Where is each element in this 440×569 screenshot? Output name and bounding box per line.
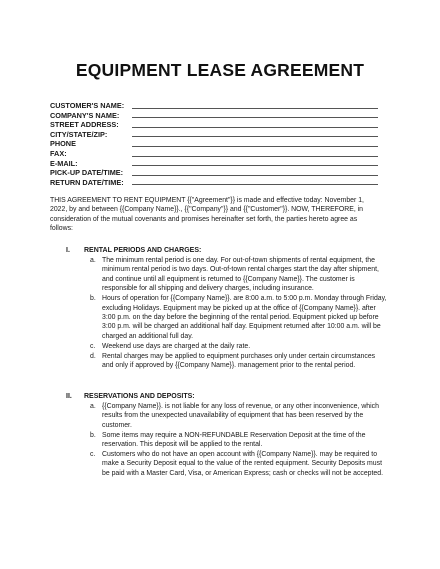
fill-in-line[interactable]: [132, 136, 378, 137]
field-email[interactable]: [50, 159, 390, 169]
list-item: [90, 431, 388, 450]
item-marker: a.: [90, 403, 96, 410]
item-marker: c.: [90, 342, 96, 350]
item-marker: b.: [90, 431, 96, 439]
section-heading-reservations: [66, 392, 195, 401]
field-label: E-MAIL:: [50, 158, 78, 168]
section-title: RENTAL PERIODS AND CHARGES:: [84, 247, 202, 254]
item-text: {{Company Name}}. is not liable for any loss of revenue, or any other inconvenience, which results from the unexpected unavailability of equipment that has been reserved by the customer.: [102, 403, 379, 429]
item-marker: a.: [90, 257, 96, 264]
fill-in-line[interactable]: [132, 127, 378, 128]
list-item: [90, 402, 388, 430]
item-text: Hours of operation for {{Company Name}}. are 8:00 a.m. to 5:00 p.m. Monday through Friday, excluding Holidays. Equipment may be picked up at the office of {{Company Name}}. after 3:00 p.m. on the day before the beginning of the rental period. Equipment picked up before 3:00 p.m. will be charged an additional half day. Equipment returned after 10:00 a.m. will be charged an additional full day.: [102, 295, 387, 340]
fill-in-line[interactable]: [132, 175, 378, 176]
field-city-state-zip[interactable]: [50, 130, 390, 140]
field-label: CITY/STATE/ZIP:: [50, 129, 108, 139]
field-pickup-datetime[interactable]: [50, 168, 390, 178]
section-number: II.: [66, 393, 72, 400]
fill-in-line[interactable]: [132, 108, 378, 109]
list-item: [90, 342, 388, 351]
list-item: [90, 352, 388, 371]
item-marker: d.: [90, 352, 96, 360]
customer-info-fields: [50, 101, 390, 187]
fill-in-line[interactable]: [132, 146, 378, 147]
section-items-reservations: [90, 402, 388, 479]
field-return-datetime[interactable]: [50, 178, 390, 188]
list-item: [90, 450, 388, 478]
item-text: Rental charges may be applied to equipment purchases only under certain circumstances and only if approved by {{Company Name}}. management prior to the rental period.: [102, 352, 376, 369]
section-title: RESERVATIONS AND DEPOSITS:: [84, 393, 195, 400]
fill-in-line[interactable]: [132, 165, 378, 166]
field-street-address[interactable]: [50, 120, 390, 130]
field-label: CUSTOMER'S NAME:: [50, 101, 125, 110]
field-label: PICK-UP DATE/TIME:: [50, 168, 124, 178]
field-label: RETURN DATE/TIME:: [50, 177, 124, 187]
field-customer-name[interactable]: [50, 101, 390, 111]
item-marker: c.: [90, 451, 96, 459]
document-title: EQUIPMENT LEASE AGREEMENT: [75, 60, 365, 80]
field-label: STREET ADDRESS:: [50, 120, 119, 130]
field-phone[interactable]: [50, 139, 390, 149]
list-item: [90, 294, 388, 341]
item-text: Some items may require a NON-REFUNDABLE Reservation Deposit at the time of the reservation. This deposit will be applied to the rental.: [102, 431, 366, 449]
item-marker: b.: [90, 295, 96, 303]
item-text: The minimum rental period is one day. For out-of-town shipments of rental equipment, the minimum rental period is two days. Out-of-town rental charges start the day after shipment, and continue until all equipment is returned to {{Company Name}}. The customer is responsible for all shipping and delivery charges, including insurance.: [102, 257, 379, 293]
fill-in-line[interactable]: [132, 156, 378, 157]
section-items-rental-periods: [90, 256, 388, 371]
field-label: FAX:: [50, 148, 67, 158]
item-text: Customers who do not have an open account with {{Company Name}}. may be required to make a Security Deposit equal to the value of the rented equipment. Security Deposits must be paid with a Master Card, Visa, or American Express; cash or checks will not be accepted.: [102, 451, 383, 477]
field-label: COMPANY'S NAME:: [50, 110, 120, 120]
field-label: PHONE: [50, 139, 76, 149]
field-fax[interactable]: [50, 149, 390, 159]
field-company-name[interactable]: [50, 111, 390, 121]
intro-paragraph: THIS AGREEMENT TO RENT EQUIPMENT {{"Agreement"}} is made and effective today: November 1, 2022, by and between {{Company Name}}., {{"Company"}} and {{"Customer"}}. NOW, THEREFORE, in consideration of the mutual covenants and promises hereinafter set forth, the parties hereto agree as follows:: [50, 197, 364, 233]
section-number: I.: [66, 247, 70, 254]
list-item: [90, 256, 388, 294]
item-text: Weekend use days are charged at the daily rate.: [102, 342, 251, 350]
section-heading-rental-periods: [66, 246, 202, 255]
fill-in-line[interactable]: [132, 184, 378, 185]
fill-in-line[interactable]: [132, 117, 378, 118]
